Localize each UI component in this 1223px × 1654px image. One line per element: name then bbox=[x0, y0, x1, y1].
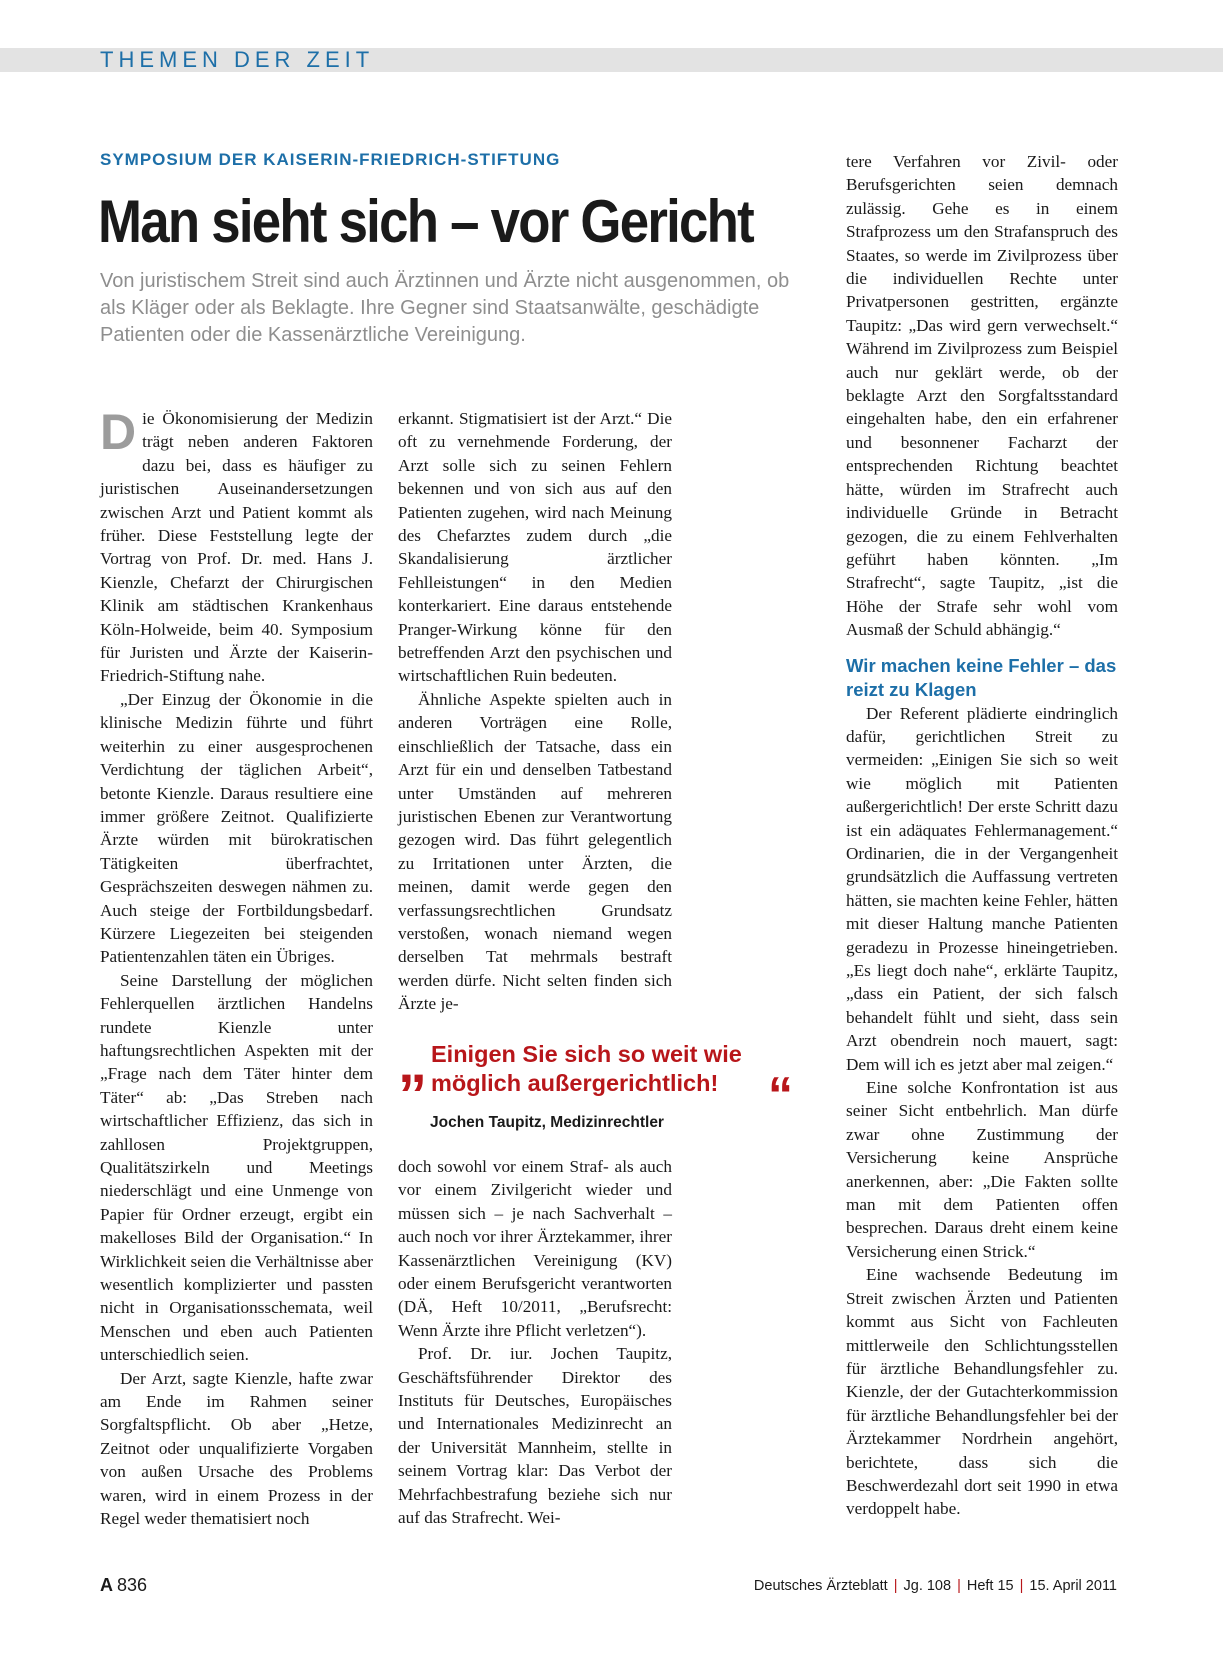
paragraph: Der Arzt, sagte Kienzle, hafte zwar am Ende im Rahmen seiner Sorgfaltspflicht. Ob aber „Hetze, Zeitnot oder unqualifizierte Vorgaben von außen Ursache des Problems waren, wird in einem Prozess in der Regel weder thematisiert noch bbox=[100, 1368, 373, 1529]
paragraph: Der Referent plädierte eindringlich dafür, gerichtlichen Streit zu vermeiden: „Einigen Sie sich so weit wie möglich mit Patienten außergerichtlich! Der erste Schritt dazu ist ein adäquates Fehlermanagement.“ Ordinarien, die in der Vergangenheit grundsätzlich die Auffassung vertreten hätten, sie machten keine Fehler, hätten mit dieser Haltung manche Patienten geradezu in Prozesse hineingetrieben. „Es liegt doch nahe“, erklärte Taupitz, „dass ein Patient, der sich falsch behandelt fühlt und sieht, dass sein Arzt obendrein noch mauert, sagt: Dem will ich es jetzt aber mal zeigen.“ bbox=[846, 703, 1118, 1074]
journal-issue: Heft 15 bbox=[966, 1578, 1014, 1594]
paragraph: erkannt. Stigmatisiert ist der Arzt.“ Die oft zu vernehmende Forderung, der Arzt solle sich zu seinen Fehlern bekennen und von sich aus auf den Patienten zugehen, wird nach Meinung des Chefarztes zudem durch „die Skandalisierung ärztlicher Fehlleistungen“ in den Medien konterkariert. Eine daraus entstehende Pranger-Wirkung könne für den betreffenden Arzt den psychischen und wirtschaftlichen Ruin bedeuten. bbox=[398, 409, 672, 686]
column-1 bbox=[100, 404, 373, 1531]
journal-date: 15. April 2011 bbox=[1029, 1578, 1117, 1594]
column-2 bbox=[398, 407, 672, 1016]
separator: | bbox=[957, 1578, 961, 1594]
dropcap: D bbox=[100, 404, 137, 460]
paragraph: tere Verfahren vor Zivil- oder Berufsgerichten seien demnach zulässig. Gehe es in einem Strafprozess um den Strafanspruch des Staates, so werde im Zivilprozess über die individuellen Rechte unter Privatpersonen gestritten, ergänzte Taupitz: „Das wird gern verwechselt.“ Während im Zivilprozess zum Beispiel auch nur geklärt werde, ob der beklagte Arzt den Sorgfaltsstandard eingehalten habe, den ein erfahrener und besonnener Facharzt der entsprechenden Richtung beachtet hätte, würden im Strafrecht auch individuelle Gründe in Betracht gezogen, die zu einem Fehlverhalten geführt haben könnten. „Im Strafrecht“, sagte Taupitz, „ist die Höhe der Strafe sehr wohl vom Ausmaß der Schuld abhängig.“ bbox=[846, 152, 1118, 640]
page-letter: A bbox=[100, 1575, 113, 1595]
paragraph: Prof. Dr. iur. Jochen Taupitz, Geschäftsführender Direktor des Instituts für Deutsches, Europäisches und Internationales Medizinrecht an der Universität Mannheim, stellte in seinem Vortrag klar: Das Verbot der Mehrfachbestrafung beziehe sich nur auf das Strafrecht. Wei- bbox=[398, 1344, 672, 1528]
paragraph: Eine wachsende Bedeutung im Streit zwischen Ärzten und Patienten kommt aus Sicht von Fachleuten mittlerweile den Schlichtungsstellen für ärztliche Behandlungsfehler zu. Kienzle, der der Gutachterkommission für ärztliche Behandlungsfehler bei der Ärztekammer Nordrhein angehört, berichtete, dass sich die Beschwerdezahl dort seit 1990 in etwa verdoppelt habe. bbox=[846, 1265, 1118, 1519]
column-2-continued bbox=[398, 1155, 672, 1530]
headline: Man sieht sich – vor Gericht bbox=[98, 188, 753, 255]
paragraph: doch sowohl vor einem Straf- als auch vor einem Zivilgericht wieder und müssen sich – je nach Sachverhalt – auch noch vor ihrer Ärztekammer, ihrer Kassenärztlichen Vereinigung (KV) oder einem Berufsgericht verantworten (DÄ, Heft 10/2011, „Berufsrecht: Wenn Ärzte ihre Pflicht verletzen“). bbox=[398, 1157, 672, 1340]
journal-volume: Jg. 108 bbox=[903, 1578, 952, 1594]
journal-info bbox=[754, 1578, 1117, 1594]
paragraph: Ähnliche Aspekte spielten auch in anderen Vorträgen eine Rolle, einschließlich der Tatsache, dass ein Arzt für ein und denselben Tatbestand unter Umständen auf mehreren juristischen Ebenen zur Verantwortung gezogen wird. Das führt gelegentlich zu Irritationen unter Ärzten, die meinen, damit werde gegen den verfassungsrechtlichen Grundsatz verstoßen, wonach niemand wegen derselben Tat mehrmals bestraft werden dürfe. Nicht selten finden sich Ärzte je- bbox=[398, 689, 672, 1014]
lead-paragraph: Von juristischem Streit sind auch Ärztinnen und Ärzte nicht ausgenommen, ob als Kläger oder als Beklagte. Ihre Gegner sind Staatsanwälte, geschädigte Patienten oder die Kassenärztliche Vereinigung. bbox=[100, 270, 790, 346]
paragraph bbox=[100, 404, 373, 688]
paragraph: „Der Einzug der Ökonomie in die klinische Medizin führte und führt weiterhin zu einer ausgesprochenen Verdichtung der täglichen Arbeit“, betonte Kienzle. Daraus resultiere eine immer größere Zeitnot. Qualifizierte Ärzte würden mit bürokratischen Tätigkeiten überfrachtet, Gesprächszeiten deswegen nähmen zu. Auch steige der Fortbildungsbedarf. Kürzere Liegezeiten bei steigenden Patientenzahlen täten ein Übriges. bbox=[100, 689, 373, 967]
column-3 bbox=[846, 150, 1118, 1521]
quote-open-mark: „ bbox=[398, 1030, 427, 1095]
separator: | bbox=[1019, 1578, 1024, 1594]
paragraph-text: ie Ökonomisierung der Medizin trägt neben anderen Faktoren dazu bei, dass es häufiger zu juristischen Auseinandersetzungen zwischen Arzt und Patient kommt als früher. Diese Feststellung legte der Vortrag von Prof. Dr. med. Hans J. Kienzle, Chefarzt der Chirurgischen Klinik am städtischen Krankenhaus Köln-Holweide, beim 40. Symposium für Juristen und Ärzte der Kaiserin-Friedrich-Stiftung nahe. bbox=[100, 409, 373, 686]
journal-name: Deutsches Ärzteblatt bbox=[753, 1578, 888, 1594]
kicker: SYMPOSIUM DER KAISERIN-FRIEDRICH-STIFTUNG bbox=[100, 150, 561, 169]
quote-author: Jochen Taupitz, Medizinrechtler bbox=[430, 1114, 664, 1131]
separator: | bbox=[893, 1578, 898, 1594]
paragraph: Seine Darstellung der möglichen Fehlerquellen ärztlichen Handelns rundete Kienzle unter haftungsrechtlichen Aspekten mit der „Frage nach dem Täter hinter dem Täter“ ab: „Das Streben nach wirtschaftlicher Effizienz, das sich in zahllosen Projektgruppen, Qualitätszirkeln und Meetings niederschlägt und eine Unmenge von Papier für Ordner erzeugt, ergibt ein makelloses Bild der Organisation.“ In Wirklichkeit seien die Verhältnisse aber wesentlich komplizierter und passten nicht in Organisationsschemata, weil Menschen und eben auch Patienten unterschiedlich seien. bbox=[100, 970, 373, 1365]
subheading: Wir machen keine Fehler – das reizt zu Klagen bbox=[846, 654, 1117, 700]
paragraph: Eine solche Konfrontation ist aus seiner Sicht entbehrlich. Man dürfe zwar ohne Zustimmung der Versicherung keine Ansprüche anerkennen, aber: „Die Fakten sollte man mit dem Patienten offen besprechen. Daraus dreht einem keine Versicherung einen Strick.“ bbox=[846, 1078, 1118, 1261]
page-number bbox=[100, 1575, 147, 1596]
section-label: THEMEN DER ZEIT bbox=[100, 47, 375, 72]
page-number-value: 836 bbox=[117, 1575, 148, 1595]
quote-text: Einigen Sie sich so weit wie möglich außergerichtlich! bbox=[431, 1041, 742, 1096]
quote-close-mark: “ bbox=[768, 1067, 793, 1123]
